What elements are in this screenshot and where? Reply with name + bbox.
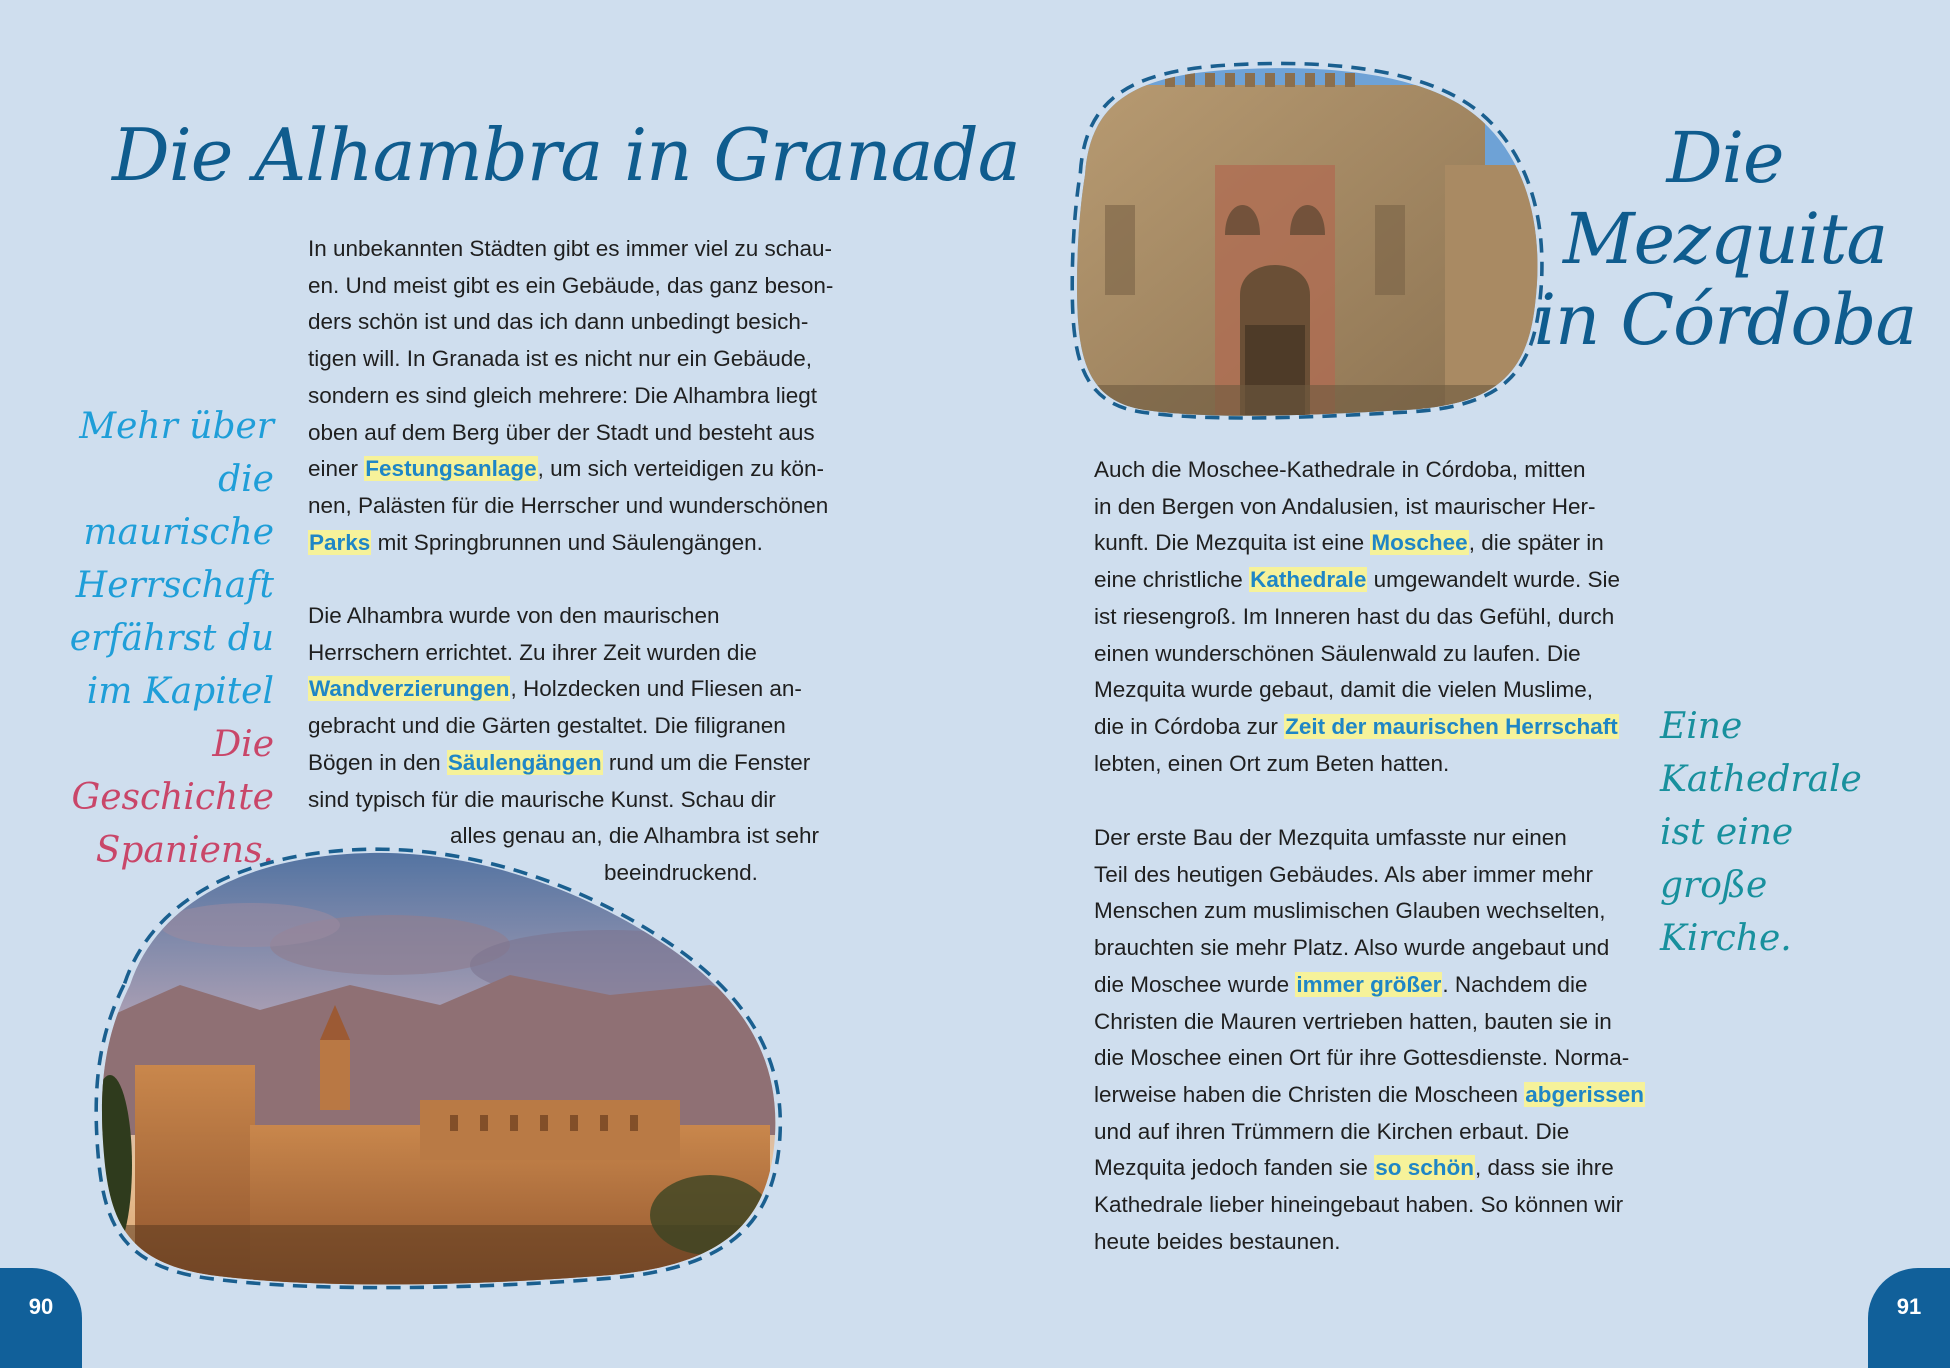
text-line: oben auf dem Berg über der Stadt und besteht aus: [308, 419, 815, 445]
text-line: die Moschee einen Ort für ihre Gottesdienste. Norma-: [1094, 1045, 1630, 1071]
page-number-left: 90: [0, 1268, 82, 1368]
text-line: Der erste Bau der Mezquita umfasste nur einen: [1094, 825, 1567, 850]
note-line: Eine Kathedrale: [1660, 706, 1862, 800]
text-line: kunft. Die Mezquita ist eine Moschee, die später in: [1094, 530, 1604, 556]
text-line: ders schön ist und das ich dann unbedingt besich-: [308, 309, 809, 335]
text-line: Christen die Mauren vertrieben hatten, bauten sie in: [1094, 1008, 1612, 1034]
page-title-alhambra: Die Alhambra in Granada: [112, 113, 1020, 197]
text-line: sind typisch für die maurische Kunst. Schau dir: [308, 786, 776, 812]
highlight-keyword: Wandverzierungen: [309, 676, 510, 702]
text-line: lerweise haben die Christen die Moscheen abgerissen: [1094, 1081, 1645, 1107]
side-note-text: [34, 400, 274, 718]
alhambra-photo: [90, 835, 800, 1305]
mezquita-paragraph-2: [1094, 820, 1645, 1260]
text-line: einen wunderschönen Säulenwald zu laufen. Die: [1094, 640, 1581, 666]
side-note-history-link: [34, 400, 274, 877]
page-title-mezquita: [1530, 118, 1920, 362]
note-line: Kirche.: [1660, 918, 1792, 959]
text-line: en. Und meist gibt es ein Gebäude, das ganz beson-: [308, 272, 834, 298]
note-line: ist eine große: [1660, 812, 1794, 906]
highlight-keyword: Kathedrale: [1250, 567, 1367, 593]
title-line-2: in Córdoba: [1533, 279, 1917, 362]
text-line: In unbekannten Städten gibt es immer viel zu schau-: [308, 236, 833, 261]
text-line: eine christliche Kathedrale umgewandelt wurde. Sie: [1094, 567, 1621, 593]
text-line: lebten, einen Ort zum Beten hatten.: [1094, 750, 1450, 776]
text-line: Auch die Moschee-Kathedrale in Córdoba, mitten: [1094, 457, 1586, 482]
text-line: die Moschee wurde immer größer. Nachdem die: [1094, 971, 1588, 997]
highlight-keyword: Festungsanlage: [365, 456, 537, 482]
note-line: die maurische: [83, 459, 274, 553]
side-note-cathedral: [1660, 700, 1900, 965]
text-line: Wandverzierungen, Holzdecken und Fliesen an-: [309, 676, 802, 702]
text-line: heute beides bestaunen.: [1094, 1228, 1341, 1254]
highlight-keyword: abgerissen: [1525, 1081, 1645, 1107]
text-line: beeindruckend.: [604, 859, 758, 885]
note-line: Spaniens.: [95, 830, 274, 871]
text-line: Menschen zum muslimischen Glauben wechselten,: [1094, 898, 1606, 924]
text-line: Mezquita jedoch fanden sie so schön, dass sie ihre: [1094, 1155, 1614, 1181]
note-line: Herrschaft: [75, 565, 274, 606]
note-line: erfährst du: [69, 618, 274, 659]
text-line: in den Bergen von Andalusien, ist maurischer Her-: [1094, 493, 1596, 519]
highlight-keyword: Moschee: [1371, 530, 1468, 556]
note-line: Die Geschichte: [71, 724, 274, 818]
text-line: die in Córdoba zur Zeit der maurischen Herrschaft: [1094, 713, 1618, 739]
text-line: Teil des heutigen Gebäudes. Als aber immer mehr: [1094, 861, 1594, 887]
note-line: Mehr über: [79, 406, 274, 447]
highlight-keyword: so schön: [1375, 1155, 1474, 1181]
title-line-1: Die Mezquita: [1562, 117, 1888, 281]
mezquita-photo: [1065, 55, 1555, 435]
text-line: alles genau an, die Alhambra ist sehr: [450, 823, 819, 849]
text-line: gebracht und die Gärten gestaltet. Die filigranen: [308, 713, 786, 739]
text-line: Mezquita wurde gebaut, damit die vielen Muslime,: [1094, 677, 1593, 703]
text-line: einer Festungsanlage, um sich verteidigen zu kön-: [308, 456, 824, 482]
text-line: Parks mit Springbrunnen und Säulengängen.: [309, 529, 763, 555]
text-line: sondern es sind gleich mehrere: Die Alhambra liegt: [308, 382, 818, 408]
highlight-keyword: Parks: [309, 529, 371, 555]
text-line: tigen will. In Granada ist es nicht nur ein Gebäude,: [308, 346, 813, 372]
text-line: nen, Palästen für die Herrscher und wunderschönen: [308, 492, 829, 518]
page-number-right: 91: [1868, 1268, 1950, 1368]
alhambra-paragraph-1: [308, 231, 833, 561]
text-line: Bögen in den Säulengängen rund um die Fenster: [308, 749, 811, 775]
text-line: und auf ihren Trümmern die Kirchen erbaut. Die: [1094, 1118, 1570, 1144]
mezquita-paragraph-1: [1094, 452, 1620, 782]
text-line: Herrschern errichtet. Zu ihrer Zeit wurden die: [308, 639, 757, 665]
highlight-keyword: Säulengängen: [447, 749, 602, 775]
text-line: Die Alhambra wurde von den maurischen: [308, 603, 720, 628]
highlight-keyword: Zeit der maurischen Herrschaft: [1285, 713, 1618, 739]
text-line: brauchten sie mehr Platz. Also wurde angebaut und: [1094, 935, 1610, 961]
note-line: im Kapitel: [86, 671, 274, 712]
text-line: ist riesengroß. Im Inneren hast du das Gefühl, durch: [1094, 603, 1615, 629]
highlight-keyword: immer größer: [1296, 971, 1442, 997]
text-line: Kathedrale lieber hineingebaut haben. So können wir: [1094, 1192, 1624, 1218]
